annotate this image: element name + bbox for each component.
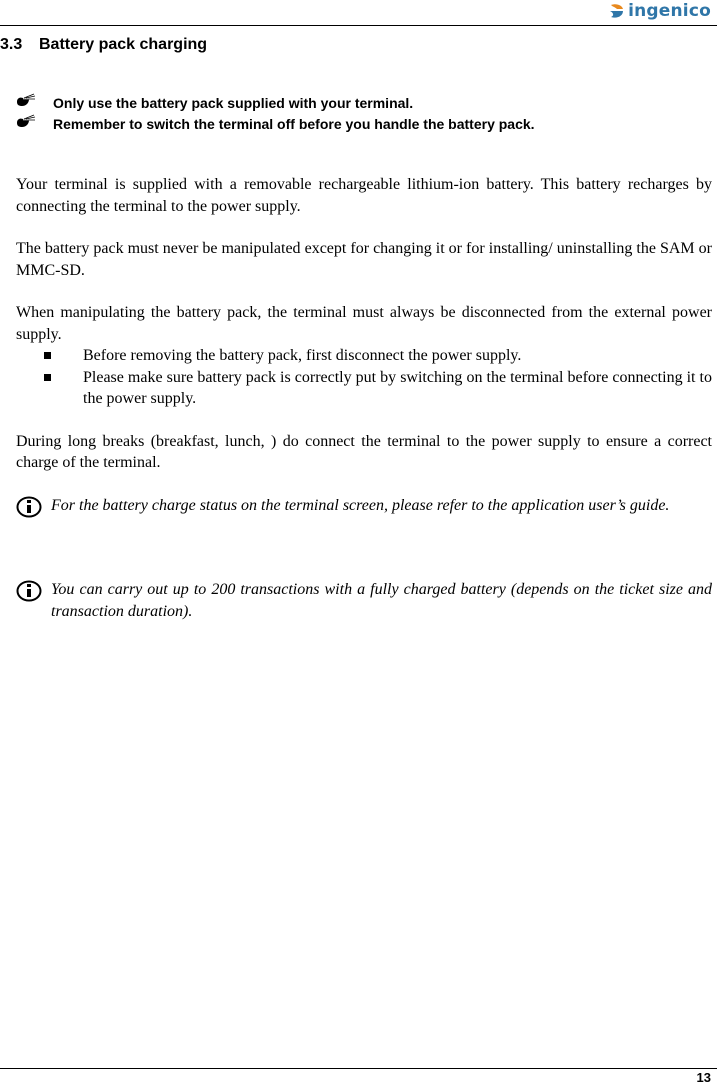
bullet-item <box>16 367 712 410</box>
section-number: 3.3 <box>0 36 23 53</box>
bullet-text: Before removing the battery pack, first disconnect the power supply. <box>83 347 522 364</box>
logo-text: ingenico <box>628 1 711 21</box>
hand-pointing-icon <box>16 114 53 133</box>
warning-text: Only use the battery pack supplied with your terminal. <box>53 94 414 111</box>
square-bullet-icon <box>44 374 51 381</box>
section-title <box>0 36 207 54</box>
paragraph: Your terminal is supplied with a removable rechargeable lithium-ion battery. This battery recharges by connecting the terminal to the power supply. <box>16 176 712 215</box>
bullet-item <box>16 345 712 367</box>
section-title-text: Battery pack charging <box>39 36 208 53</box>
ingenico-logo-icon <box>608 3 626 19</box>
square-bullet-icon <box>44 352 51 359</box>
warning-text: Remember to switch the terminal off before you handle the battery pack. <box>53 115 535 132</box>
body-content <box>16 174 712 622</box>
page-number: 13 <box>696 1070 711 1085</box>
header-rule <box>0 25 717 26</box>
bullet-text: Please make sure battery pack is correctly put by switching on the terminal before connecting it to the power supply. <box>83 368 712 407</box>
info-icon <box>16 580 42 609</box>
paragraph: During long breaks (breakfast, lunch, ) do connect the terminal to the power supply to ensure a correct charge of the terminal. <box>16 432 712 471</box>
info-note <box>16 579 712 622</box>
hand-pointing-icon <box>16 93 53 112</box>
info-icon <box>16 496 42 525</box>
warning-item <box>16 113 706 134</box>
paragraph: When manipulating the battery pack, the terminal must always be disconnected from the external power supply. <box>16 304 712 343</box>
note-text: You can carry out up to 200 transactions with a fully charged battery (depends on the ticket size and transaction duration). <box>51 581 712 620</box>
warnings-list <box>16 92 706 134</box>
info-note <box>16 495 712 517</box>
warning-item <box>16 92 706 113</box>
bullet-list <box>16 345 712 410</box>
paragraph: The battery pack must never be manipulated except for changing it or for installing/ uninstalling the SAM or MMC-SD. <box>16 240 712 279</box>
ingenico-logo <box>608 0 711 22</box>
note-text: For the battery charge status on the terminal screen, please refer to the application user’s guide. <box>51 496 670 514</box>
footer-rule <box>0 1068 717 1069</box>
